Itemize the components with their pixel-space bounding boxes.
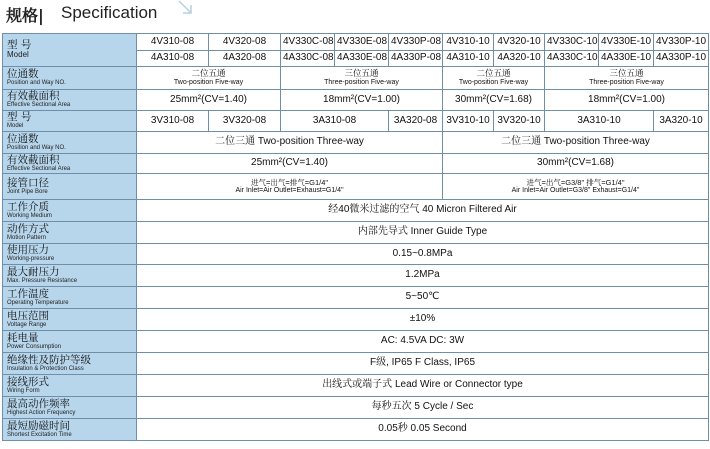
table-row bbox=[3, 174, 709, 200]
row-label-insulation-class: 绝缘性及防护等级 Insulation & Protection Class bbox=[3, 353, 137, 375]
table-row bbox=[3, 222, 709, 244]
table-row bbox=[3, 331, 709, 353]
model-cell: 3A310-08 bbox=[281, 111, 389, 132]
model-cell: 4V320-08 bbox=[209, 34, 281, 51]
row-label-operating-temperature: 工作温度 Operating Temperature bbox=[3, 287, 137, 309]
value-cell: 0.15~0.8MPa bbox=[137, 244, 709, 265]
area-cell: 30mm²(CV=1.68) bbox=[443, 90, 545, 111]
row-label-position: 位通数 Position and Way NO. bbox=[3, 132, 137, 154]
value-cell: 每秒五次 5 Cycle / Sec bbox=[137, 397, 709, 419]
model-cell: 4A330P-10 bbox=[654, 51, 709, 67]
area-cell: 25mm²(CV=1.40) bbox=[137, 154, 443, 174]
position-cell: 二位五通 Two-position Five-way bbox=[443, 67, 545, 90]
value-cell: 内部先导式 Inner Guide Type bbox=[137, 222, 709, 244]
model-cell: 3V310-10 bbox=[443, 111, 494, 132]
row-label-area: 有效截面积 Effective Sectional Area bbox=[3, 90, 137, 111]
area-cell: 18mm²(CV=1.00) bbox=[545, 90, 709, 111]
model-cell: 4V330E-10 bbox=[599, 34, 654, 51]
area-cell: 25mm²(CV=1.40) bbox=[137, 90, 281, 111]
table-row bbox=[3, 154, 709, 174]
table-row bbox=[3, 287, 709, 309]
row-label-excitation-time: 最短励磁时间 Shortest Excitation Time bbox=[3, 419, 137, 441]
table-row bbox=[3, 309, 709, 331]
position-cell: 二位三通 Two-position Three-way bbox=[443, 132, 709, 154]
row-label-action-frequency: 最高动作频率 Highest Action Frequency bbox=[3, 397, 137, 419]
table-row bbox=[3, 132, 709, 154]
model-cell: 4V330C-08 bbox=[281, 34, 335, 51]
area-cell: 30mm²(CV=1.68) bbox=[443, 154, 709, 174]
model-cell: 4V330C-10 bbox=[545, 34, 599, 51]
row-label-power-consumption: 耗电量 Power Consumption bbox=[3, 331, 137, 353]
model-cell: 4A320-10 bbox=[494, 51, 545, 67]
row-label-voltage-range: 电压范围 Voltage Range bbox=[3, 309, 137, 331]
specification-table bbox=[2, 33, 709, 441]
table-row bbox=[3, 375, 709, 397]
table-row bbox=[3, 34, 709, 51]
model-cell: 4A310-10 bbox=[443, 51, 494, 67]
model-cell: 3V320-10 bbox=[494, 111, 545, 132]
model-cell: 4V320-10 bbox=[494, 34, 545, 51]
page-header bbox=[0, 0, 710, 30]
model-cell: 4A310-08 bbox=[137, 51, 209, 67]
row-label-motion-pattern: 动作方式 Motion Pattern bbox=[3, 222, 137, 244]
table-row bbox=[3, 111, 709, 132]
model-cell: 3A310-10 bbox=[545, 111, 654, 132]
port-cell: 进气=出气=排气=G1/4" Air Inlet=Air Outlet=Exhaust=G1/4" bbox=[137, 174, 443, 200]
position-cell: 二位三通 Two-position Three-way bbox=[137, 132, 443, 154]
position-cell: 三位五通 Three-position Five-way bbox=[281, 67, 443, 90]
port-cell: 进气=出气=G3/8" 排气=G1/4" Air Inlet=Air Outlet=G3/8" Exhaust=G1/4" bbox=[443, 174, 709, 200]
decorative-arrow-icon bbox=[178, 0, 192, 14]
model-cell: 4V310-08 bbox=[137, 34, 209, 51]
model-cell: 4A330C-10 bbox=[545, 51, 599, 67]
model-cell: 3V310-08 bbox=[137, 111, 209, 132]
row-label-position: 位通数 Position and Way NO. bbox=[3, 67, 137, 90]
table-row bbox=[3, 265, 709, 287]
model-cell: 4V330P-08 bbox=[389, 34, 443, 51]
model-cell: 4A330P-08 bbox=[389, 51, 443, 67]
table-row bbox=[3, 90, 709, 111]
model-cell: 4A320-08 bbox=[209, 51, 281, 67]
row-label-model: 型 号 Model bbox=[3, 111, 137, 132]
model-cell: 4V310-10 bbox=[443, 34, 494, 51]
model-cell: 4V330P-10 bbox=[654, 34, 709, 51]
model-cell: 4A330C-08 bbox=[281, 51, 335, 67]
table-row bbox=[3, 200, 709, 222]
value-cell: 出线式或端子式 Lead Wire or Connector type bbox=[137, 375, 709, 397]
row-label-working-pressure: 使用压力 Working-pressure bbox=[3, 244, 137, 265]
model-cell: 4A330E-08 bbox=[335, 51, 389, 67]
value-cell: 1.2MPa bbox=[137, 265, 709, 287]
row-label-model: 型 号 Model bbox=[3, 34, 137, 67]
table-row bbox=[3, 244, 709, 265]
table-row bbox=[3, 353, 709, 375]
model-cell: 3A320-08 bbox=[389, 111, 443, 132]
model-cell: 3V320-08 bbox=[209, 111, 281, 132]
position-cell: 三位五通 Three-position Five-way bbox=[545, 67, 709, 90]
title-english: Specification bbox=[61, 3, 158, 22]
model-cell: 4A330E-10 bbox=[599, 51, 654, 67]
position-cell: 二位五通 Two-position Five-way bbox=[137, 67, 281, 90]
row-label-wiring-form: 接线形式 Wiring Form bbox=[3, 375, 137, 397]
model-cell: 4V330E-08 bbox=[335, 34, 389, 51]
value-cell: 经40微米过滤的空气 40 Micron Filtered Air bbox=[137, 200, 709, 222]
model-cell: 3A320-10 bbox=[654, 111, 709, 132]
row-label-area: 有效截面积 Effective Sectional Area bbox=[3, 154, 137, 174]
title-chinese: 规格| bbox=[6, 6, 44, 25]
value-cell: 0.05秒 0.05 Second bbox=[137, 419, 709, 441]
row-label-port: 接管口径 Joint Pipe Bore bbox=[3, 174, 137, 200]
row-label-max-pressure: 最大耐压力 Max. Pressure Resistance bbox=[3, 265, 137, 287]
table-row bbox=[3, 397, 709, 419]
value-cell: F级, IP65 F Class, IP65 bbox=[137, 353, 709, 375]
value-cell: AC: 4.5VA DC: 3W bbox=[137, 331, 709, 353]
table-row bbox=[3, 419, 709, 441]
value-cell: ±10% bbox=[137, 309, 709, 331]
row-label-working-medium: 工作介质 Working Medium bbox=[3, 200, 137, 222]
area-cell: 18mm²(CV=1.00) bbox=[281, 90, 443, 111]
table-row bbox=[3, 67, 709, 90]
value-cell: 5~50℃ bbox=[137, 287, 709, 309]
